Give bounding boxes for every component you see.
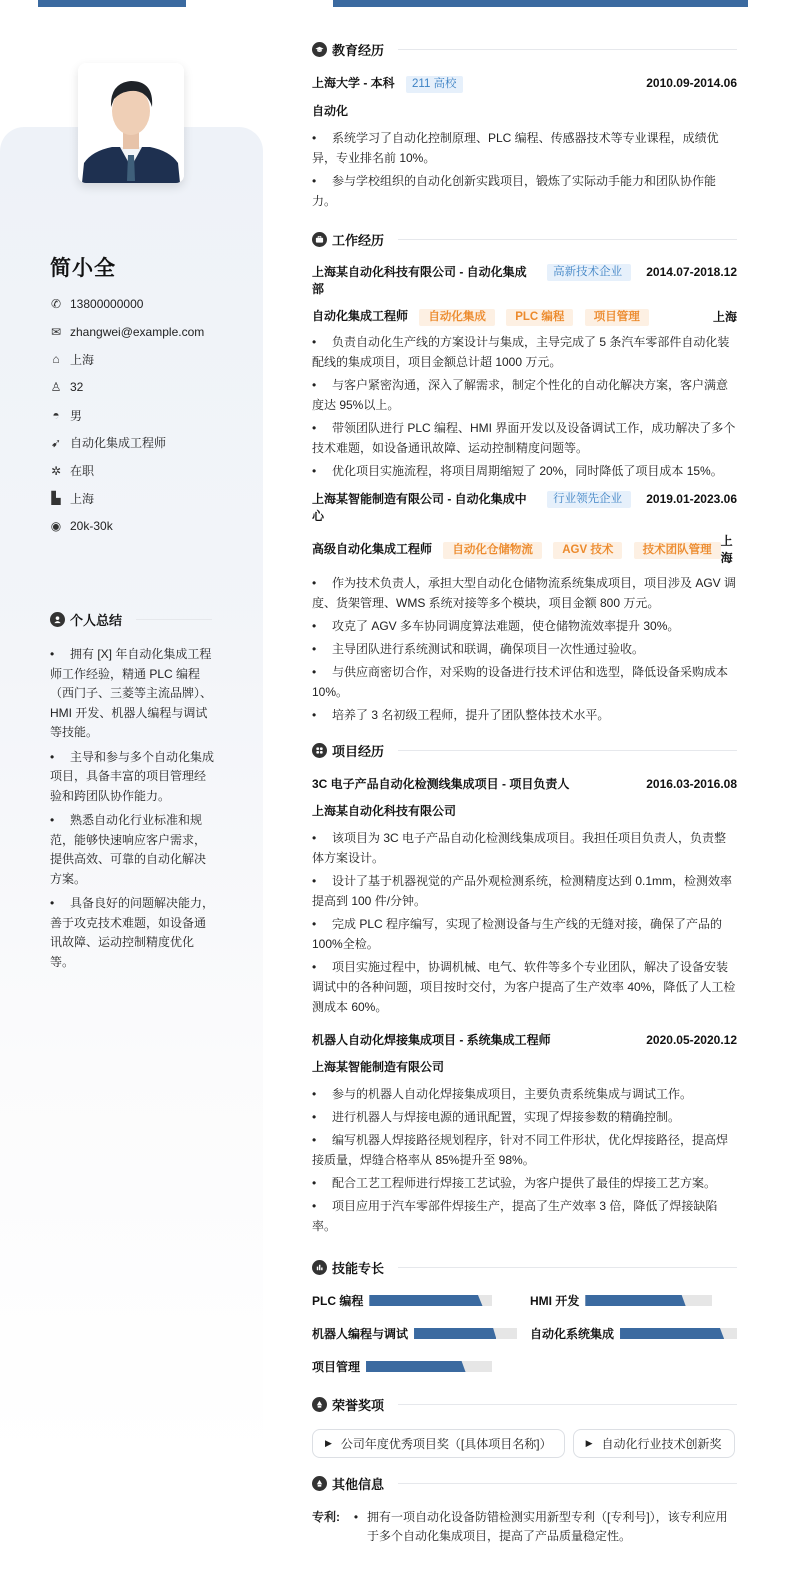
grid-icon [312, 743, 327, 758]
patent-text: 拥有一项自动化设备防错检测实用新型专利（[专利号]），该专利应用于多个自动化集成项目，提高了产品质量稳定性。 [367, 1510, 728, 1543]
list-item: • 作为技术负责人，承担大型自动化仓储物流系统集成项目，项目涉及 AGV 调度、货架管理、WMS 系统对接等多个模块，项目金额 800 万元。 [312, 576, 737, 610]
divider [398, 239, 737, 240]
info-position [50, 429, 204, 457]
email-value: zhangwei@example.com [70, 324, 205, 339]
info-gender [50, 401, 204, 429]
location-value: 上海 [70, 352, 95, 367]
info-status [50, 457, 204, 485]
briefcase-icon [312, 232, 327, 247]
skill-item: HMI 开发 [530, 1292, 737, 1309]
projects-heading [312, 739, 737, 761]
divider [398, 1404, 737, 1405]
info-icon [312, 1476, 327, 1491]
project-date: 2016.03-2016.08 [646, 777, 737, 791]
skill-item: 机器人编程与调试 [312, 1325, 530, 1342]
top-accent-bar-right [333, 0, 748, 7]
list-item: • 主导团队进行系统测试和联调，确保项目一次性通过验收。 [312, 642, 645, 656]
project-name: 机器人自动化焊接集成项目 - 系统集成工程师 [312, 1033, 551, 1047]
skill-bar-fill [366, 1361, 466, 1372]
gender-value: 男 [70, 408, 83, 423]
skills-section [312, 1256, 737, 1375]
skill-bar-fill [414, 1328, 496, 1339]
user-icon [50, 612, 65, 627]
skill-bar-fill [585, 1295, 685, 1306]
list-item: • 进行机器人与焊接电源的通讯配置，实现了焊接参数的精确控制。 [312, 1110, 681, 1124]
job-date: 2019.01-2023.06 [646, 492, 737, 506]
info-city [50, 485, 204, 513]
patent-row: 专利: • 拥有一项自动化设备防错检测实用新型专利（[专利号]），该专利应用于多个自动化集成项目，提高了产品质量稳定性。 [312, 1508, 737, 1546]
bar-chart-icon [312, 1260, 327, 1275]
info-salary [50, 512, 204, 540]
job-city: 上海 [720, 534, 733, 565]
mail-icon: ✉ [50, 324, 62, 339]
skill-tag: 自动化仓储物流 [443, 542, 542, 559]
job-date: 2014.07-2018.12 [646, 265, 737, 279]
list-item: • 该项目为 3C 电子产品自动化检测线集成项目。我担任项目负责人，负责整体方案设计。 [312, 831, 727, 865]
other-title: 其他信息 [332, 1476, 385, 1492]
triangle-right-icon: ▶ [325, 1438, 332, 1448]
other-heading [312, 1472, 737, 1494]
project-bullets [312, 828, 737, 1017]
job-city: 上海 [712, 309, 737, 324]
skills-grid [312, 1292, 737, 1375]
project-entry [312, 1032, 737, 1236]
gender-icon: ◓ [52, 408, 60, 423]
skill-bar [414, 1328, 517, 1339]
phone-value: 13800000000 [70, 296, 144, 311]
skill-item: 项目管理 [312, 1358, 530, 1375]
list-item: • 与供应商密切合作，对采购的设备进行技术评估和选型，降低设备采购成本 10%。 [312, 665, 729, 699]
position-value: 自动化集成工程师 [70, 436, 167, 451]
list-item: • 项目应用于汽车零部件焊接生产，提高了生产效率 3 倍，降低了焊接缺陷率。 [312, 1199, 718, 1233]
skill-tag: 自动化集成 [419, 309, 495, 326]
awards-title: 荣誉奖项 [332, 1397, 385, 1413]
job-bullets [312, 332, 737, 481]
project-company: 上海某自动化科技有限公司 [312, 804, 457, 818]
award-item: ▶ 自动化行业技术创新奖 [573, 1429, 735, 1458]
skill-tag: 项目管理 [585, 309, 649, 326]
list-item: • 优化项目实施流程，将项目周期缩短了 20%，同时降低了项目成本 15%。 [312, 464, 723, 478]
trophy-icon [312, 1397, 327, 1412]
patent-label: 专利: [312, 1510, 340, 1524]
summary-title: 个人总结 [70, 613, 123, 628]
projects-title: 项目经历 [332, 743, 385, 759]
other-section [312, 1472, 737, 1546]
info-age [50, 373, 204, 401]
major: 自动化 [312, 104, 349, 118]
project-bullets [312, 1084, 737, 1236]
summary-heading [50, 610, 212, 629]
award-item: ▶ 公司年度优秀项目奖（[具体项目名称]） [312, 1429, 565, 1458]
education-date: 2010.09-2014.06 [646, 76, 737, 90]
education-heading [312, 38, 737, 60]
skill-tag: PLC 编程 [506, 309, 573, 326]
job-role: 高级自动化集成工程师 [312, 542, 433, 556]
candidate-name: 简小全 [50, 257, 116, 280]
school-tag: 211 高校 [406, 76, 463, 93]
triangle-right-icon: ▶ [585, 1438, 593, 1448]
salary-value: 20k-30k [70, 519, 113, 534]
summary-item: • 主导和参与多个自动化集成项目，具备丰富的项目管理经验和跨团队协作能力。 [50, 749, 215, 803]
list-item: • 负责自动化生产线的方案设计与集成，主导完成了 5 条汽车零部件自动化装配线的集成项目，项目金额总计超 1000 万元。 [312, 335, 730, 369]
status-icon: ✲ [50, 463, 62, 478]
list-item: • 系统学习了自动化控制原理、PLC 编程、传感器技术等专业课程，成绩优异，专业排名前 10%。 [312, 131, 719, 165]
info-email [50, 318, 204, 346]
job-bullets [312, 573, 737, 725]
summary-item: • 具备良好的问题解决能力，善于攻克技术难题，如设备通讯故障、运动控制精度优化等。 [50, 896, 215, 969]
education-bullets [312, 128, 737, 211]
summary-list [50, 645, 215, 977]
skill-bar-fill [369, 1295, 482, 1306]
list-item: • 与客户紧密沟通，深入了解需求，制定个性化的自动化解决方案，客户满意度达 95%以上。 [312, 378, 729, 412]
projects-section [312, 739, 737, 1236]
list-item: • 配合工艺工程师进行焊接工艺试验，为客户提供了最佳的焊接工艺方案。 [312, 1176, 717, 1190]
info-location [50, 346, 204, 374]
project-name: 3C 电子产品自动化检测线集成项目 - 项目负责人 [312, 777, 570, 791]
company-name: 上海某自动化科技有限公司 - 自动化集成部 [312, 265, 527, 296]
graduation-cap-icon [312, 42, 327, 57]
project-company: 上海某智能制造有限公司 [312, 1060, 445, 1074]
company-tag: 行业领先企业 [547, 491, 631, 508]
job-entry [312, 491, 737, 725]
avatar-photo [78, 63, 184, 183]
work-heading [312, 228, 737, 250]
education-section [312, 38, 737, 211]
summary-item: • 拥有 [X] 年自动化集成工程师工作经验，精通 PLC 编程（西门子、三菱等主流品牌）、HMI 开发、机器人编程与调试等技能。 [50, 647, 213, 739]
work-section [312, 228, 737, 725]
city-value: 上海 [70, 491, 95, 506]
list-item: • 设计了基于机器视觉的产品外观检测系统，检测精度达到 0.1mm，检测效率提高到 100 件/分钟。 [312, 874, 733, 908]
awards-list [312, 1429, 737, 1458]
work-title: 工作经历 [332, 232, 385, 248]
contact-info-list [50, 290, 204, 540]
send-icon: ➹ [50, 435, 62, 450]
phone-icon: ✆ [50, 296, 62, 311]
list-item: • 参与的机器人自动化焊接集成项目，主要负责系统集成与调试工作。 [312, 1087, 693, 1101]
project-entry [312, 776, 737, 1017]
list-item: • 攻克了 AGV 多车协同调度算法难题，使仓储物流效率提升 30%。 [312, 619, 680, 633]
salary-icon: ◉ [50, 519, 62, 534]
skill-bar [585, 1295, 712, 1306]
list-item: • 带领团队进行 PLC 编程、HMI 界面开发以及设备调试工作，成功解决了多个技术难题，如设备通讯故障、运动控制精度问题等。 [312, 421, 736, 455]
skill-item: PLC 编程 [312, 1292, 530, 1309]
divider [136, 619, 212, 620]
education-row [312, 75, 737, 93]
skills-title: 技能专长 [332, 1260, 385, 1276]
skill-tag: AGV 技术 [553, 542, 622, 559]
skill-bar [369, 1295, 492, 1306]
status-value: 在职 [70, 464, 95, 479]
cake-icon: ♙ [50, 380, 62, 395]
school-name: 上海大学 - 本科 [312, 76, 395, 90]
list-item: • 培养了 3 名初级工程师，提升了团队整体技术水平。 [312, 708, 610, 722]
top-accent-bar-left [38, 0, 186, 7]
divider [398, 750, 737, 751]
skill-bar [366, 1361, 492, 1372]
education-title: 教育经历 [332, 42, 385, 58]
project-date: 2020.05-2020.12 [646, 1033, 737, 1047]
skill-bar-fill [620, 1328, 724, 1339]
divider [398, 1267, 737, 1268]
awards-heading [312, 1393, 737, 1415]
summary-item: • 熟悉自动化行业标准和规范，能够快速响应客户需求，提供高效、可靠的自动化解决方案。 [50, 813, 207, 886]
info-phone [50, 290, 204, 318]
list-item: • 参与学校组织的自动化创新实践项目，锻炼了实际动手能力和团队协作能力。 [312, 174, 717, 208]
list-item: • 项目实施过程中，协调机械、电气、软件等多个专业团队，解决了设备安装调试中的各种问题，项目按时交付，为客户提高了生产效率 40%，降低了人工检测成本 60%。 [312, 960, 736, 1014]
main-content [312, 38, 737, 1546]
age-value: 32 [70, 380, 84, 395]
skill-bar [620, 1328, 737, 1339]
skills-heading [312, 1256, 737, 1278]
list-item: • 编写机器人焊接路径规划程序，针对不同工件形状，优化焊接路径，提高焊接质量，焊缝合格率从 85%提升至 98%。 [312, 1133, 729, 1167]
company-tag: 高新技术企业 [547, 264, 631, 281]
company-name: 上海某智能制造有限公司 - 自动化集成中心 [312, 492, 527, 523]
divider [398, 49, 737, 50]
job-entry [312, 264, 737, 481]
job-role: 自动化集成工程师 [312, 309, 409, 323]
awards-section [312, 1393, 737, 1458]
skill-tag: 技术团队管理 [634, 542, 721, 559]
home-icon: ⌂ [52, 352, 60, 367]
building-icon: ▙ [51, 491, 61, 506]
divider [398, 1483, 737, 1484]
skill-item: 自动化系统集成 [530, 1325, 737, 1342]
list-item: • 完成 PLC 程序编写，实现了检测设备与生产线的无缝对接，确保了产品的 100%全检。 [312, 917, 723, 951]
